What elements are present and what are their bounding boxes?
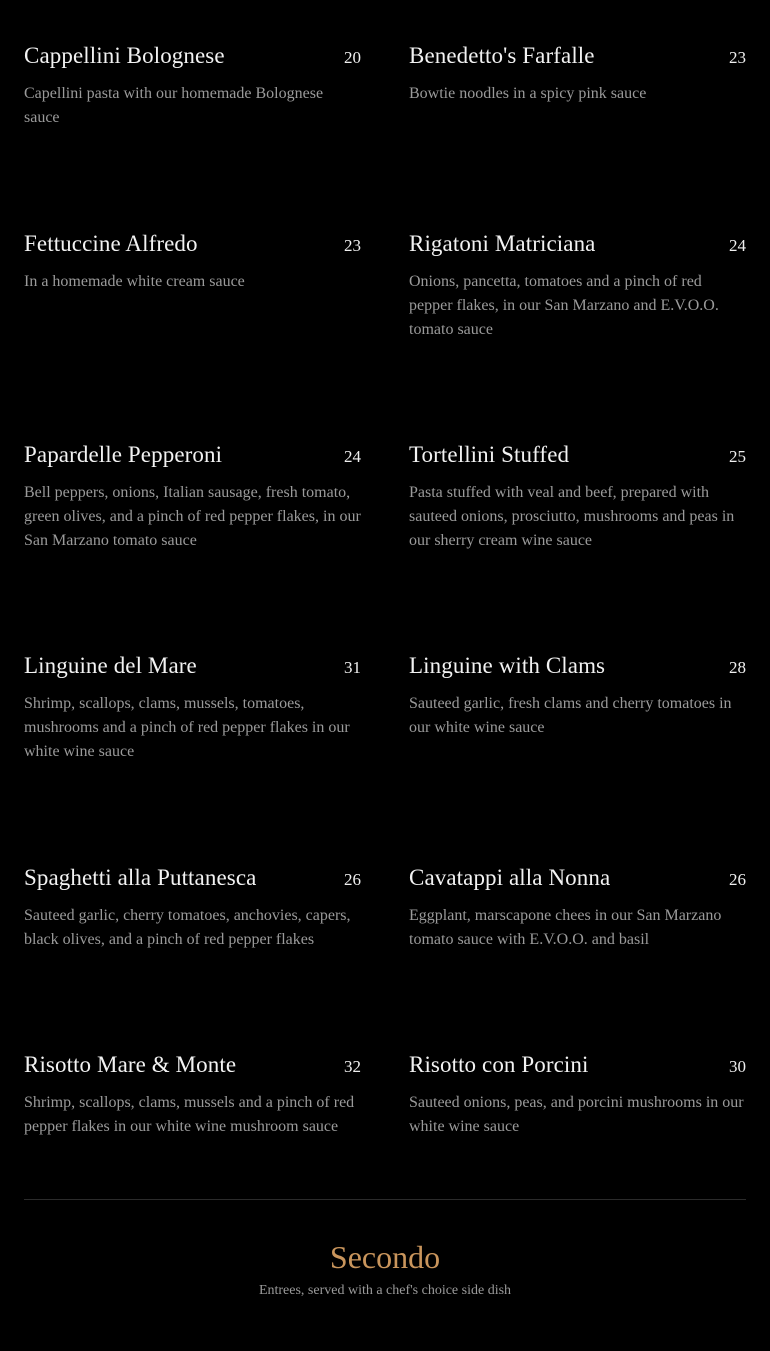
menu-item-header: [409, 858, 746, 900]
menu-item-price: 26: [729, 870, 746, 889]
section-subtitle: Entrees, served with a chef's choice side dish: [258, 1283, 512, 1298]
menu-item-name: Risotto Mare & Monte: [24, 1052, 237, 1077]
menu-item-header: [409, 36, 746, 78]
menu-item: [24, 36, 361, 224]
menu-item: [24, 435, 361, 646]
menu-item-description: Sauteed garlic, cherry tomatoes, anchovies, capers, black olives, and a pinch of red pepper flakes: [24, 907, 351, 948]
menu-item-price: 28: [729, 658, 746, 677]
menu-item-name: Linguine del Mare: [24, 653, 197, 678]
menu-item-name: Cavatappi alla Nonna: [409, 865, 611, 890]
menu-item-name: Papardelle Pepperoni: [24, 442, 223, 467]
menu-item-price: 25: [729, 447, 746, 466]
menu-item-name: Rigatoni Matriciana: [409, 231, 596, 256]
menu-item: [24, 1045, 361, 1165]
menu-item-description: Eggplant, marscapone chees in our San Marzano tomato sauce with E.V.O.O. and basil: [409, 907, 722, 948]
menu-item-description: Pasta stuffed with veal and beef, prepared with sauteed onions, prosciutto, mushrooms and peas in our sherry cream wine sauce: [409, 484, 735, 549]
menu-item-description: Shrimp, scallops, clams, mussels and a pinch of red pepper flakes in our white wine mushroom sauce: [24, 1094, 355, 1135]
menu-item-price: 24: [729, 236, 746, 255]
menu-item-price: 31: [344, 658, 361, 677]
menu-row: [24, 224, 746, 435]
menu-item-price: 26: [344, 870, 361, 889]
menu-item-description: Capellini pasta with our homemade Bolognese sauce: [24, 85, 324, 126]
menu-item-header: [24, 858, 361, 900]
menu-row: [24, 435, 746, 646]
menu-item-name: Cappellini Bolognese: [24, 43, 225, 68]
menu-item: [409, 224, 746, 435]
menu-item-name: Tortellini Stuffed: [409, 442, 570, 467]
menu-item-name: Spaghetti alla Puttanesca: [24, 865, 257, 890]
menu-item: [24, 224, 361, 435]
menu-item: [24, 646, 361, 858]
section-title: Secondo: [329, 1239, 441, 1275]
menu-item: [409, 858, 746, 1045]
pasta-menu-grid: [24, 36, 746, 1165]
menu-item: [24, 858, 361, 1045]
menu-row: [24, 858, 746, 1045]
menu-item-name: Benedetto's Farfalle: [409, 43, 595, 68]
menu-item: [409, 435, 746, 646]
menu-item-price: 23: [729, 48, 746, 67]
menu-item-description: Onions, pancetta, tomatoes and a pinch of red pepper flakes, in our San Marzano and E.V.O.O. tomato sauce: [409, 273, 719, 338]
menu-item-header: [24, 224, 361, 266]
menu-item-header: [24, 646, 361, 688]
menu-row: [24, 1045, 746, 1165]
menu-item: [409, 36, 746, 224]
menu-item-header: [24, 1045, 361, 1087]
menu-item-description: Sauteed onions, peas, and porcini mushrooms in our white wine sauce: [409, 1094, 744, 1135]
menu-item-header: [409, 1045, 746, 1087]
menu-item-price: 30: [729, 1057, 746, 1076]
menu-item: [409, 646, 746, 858]
menu-row: [24, 646, 746, 858]
menu-item-header: [409, 224, 746, 266]
menu-item-description: Shrimp, scallops, clams, mussels, tomatoes, mushrooms and a pinch of red pepper flakes in our white wine sauce: [24, 695, 350, 760]
menu-item-name: Linguine with Clams: [409, 653, 606, 678]
menu-item-price: 23: [344, 236, 361, 255]
menu-item-price: 32: [344, 1057, 361, 1076]
menu-item-description: Sauteed garlic, fresh clams and cherry tomatoes in our white wine sauce: [409, 695, 732, 736]
section-divider: [24, 1199, 746, 1200]
menu-row: [24, 36, 746, 224]
menu-item-name: Risotto con Porcini: [409, 1052, 589, 1077]
menu-item-price: 20: [344, 48, 361, 67]
menu-item-description: Bell peppers, onions, Italian sausage, fresh tomato, green olives, and a pinch of red pepper flakes, in our San Marzano tomato sauce: [24, 484, 361, 549]
menu-item-header: [409, 435, 746, 477]
menu-item-header: [24, 36, 361, 78]
menu-item-description: Bowtie noodles in a spicy pink sauce: [409, 85, 647, 102]
menu-item-header: [24, 435, 361, 477]
menu-item-name: Fettuccine Alfredo: [24, 231, 198, 256]
menu-item-description: In a homemade white cream sauce: [24, 273, 245, 290]
menu-item-header: [409, 646, 746, 688]
menu-item: [409, 1045, 746, 1165]
menu-item-price: 24: [344, 447, 361, 466]
